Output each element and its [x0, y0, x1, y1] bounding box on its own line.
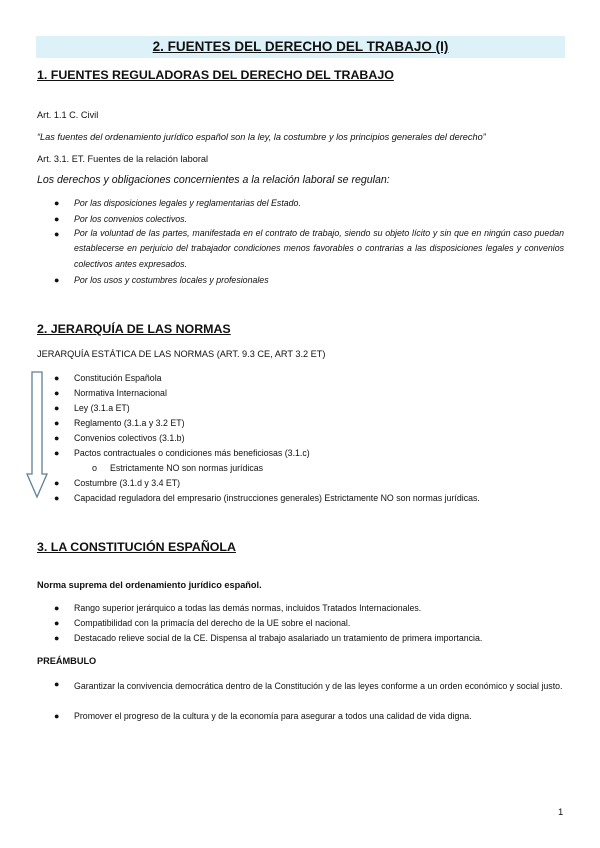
bullet-icon: ● [54, 275, 60, 285]
list-item: Garantizar la convivencia democrática dentro de la Constitución y de las leyes conforme a un orden económico y social justo. [74, 681, 563, 691]
sub-list-item: Estrictamente NO son normas jurídicas [110, 463, 264, 473]
bullet-icon: ● [54, 388, 60, 398]
bullet-icon: ● [54, 448, 60, 458]
list-item: Por las disposiciones legales y reglamentarias del Estado. [74, 198, 301, 208]
page-title: 2. FUENTES DEL DERECHO DEL TRABAJO (I) [36, 36, 565, 58]
list-item: Convenios colectivos (3.1.b) [74, 433, 185, 443]
section-2-heading: 2. JERARQUÍA DE LAS NORMAS [37, 322, 231, 336]
bullet-icon: ● [54, 603, 60, 613]
bullet-icon: ● [54, 633, 60, 643]
list-item: Por la voluntad de las partes, manifestada en el contrato de trabajo, siendo su objeto lícito y sin que en ningún caso puedan establecerse en perjuicio del trabajador condiciones menos favorables o contrarias a las disposiciones legales y convenios colectivos antes expresados. [74, 228, 564, 269]
et-reference: Art. 3.1. ET. Fuentes de la relación laboral [37, 154, 209, 164]
supreme-norm-line: Norma suprema del ordenamiento jurídico español. [37, 580, 262, 590]
section-3-heading: 3. LA CONSTITUCIÓN ESPAÑOLA [37, 540, 236, 554]
bullet-icon: ● [54, 373, 60, 383]
bullet-icon: ● [54, 433, 60, 443]
bullet-icon: ● [54, 403, 60, 413]
bullet-icon: ● [54, 618, 60, 628]
list-item: Pactos contractuales o condiciones más beneficiosas (3.1.c) [74, 448, 310, 458]
page-number: 1 [558, 807, 564, 818]
bullet-icon: ● [54, 711, 60, 721]
list-item: Destacado relieve social de la CE. Dispensa al trabajo asalariado un tratamiento de primera importancia. [74, 633, 483, 643]
bullet-icon: ● [54, 679, 60, 689]
hollow-bullet-icon: o [92, 463, 98, 473]
bullet-icon: ● [54, 214, 60, 224]
bullet-icon: ● [54, 198, 60, 208]
preambulo-heading: PREÁMBULO [37, 656, 97, 666]
list-item: Reglamento (3.1.a y 3.2 ET) [74, 418, 185, 428]
list-item: Por los convenios colectivos. [74, 214, 187, 224]
list-item: Costumbre (3.1.d y 3.4 ET) [74, 478, 181, 488]
list-item: Rango superior jerárquico a todas las demás normas, incluidos Tratados Internacionales. [74, 603, 422, 613]
regulation-lead-text: Los derechos y obligaciones concernientes a la relación laboral se regulan: [37, 174, 390, 186]
list-item: Compatibilidad con la primacía del derecho de la UE sobre el nacional. [74, 618, 351, 628]
list-item: Ley (3.1.a ET) [74, 403, 130, 413]
civil-code-reference: Art. 1.1 C. Civil [37, 110, 99, 120]
list-item: Promover el progreso de la cultura y de la economía para asegurar a todos una calidad de vida digna. [74, 711, 472, 721]
hierarchy-subtitle: JERARQUÍA ESTÁTICA DE LAS NORMAS (ART. 9.3 CE, ART 3.2 ET) [37, 349, 326, 359]
list-item: Por los usos y costumbres locales y profesionales [74, 275, 269, 285]
list-item: Constitución Española [74, 373, 162, 383]
bullet-icon: ● [54, 478, 60, 488]
list-item: Capacidad reguladora del empresario (instrucciones generales) Estrictamente NO son normas jurídicas. [74, 493, 480, 503]
bullet-icon: ● [54, 418, 60, 428]
section-1-heading: 1. FUENTES REGULADORAS DEL DERECHO DEL TRABAJO [37, 68, 394, 82]
bullet-icon: ● [54, 229, 60, 239]
civil-code-quote: “Las fuentes del ordenamiento jurídico español son la ley, la costumbre y los principios generales del derecho” [37, 132, 486, 142]
down-arrow-icon [26, 370, 48, 500]
list-item: Normativa Internacional [74, 388, 167, 398]
bullet-icon: ● [54, 493, 60, 503]
